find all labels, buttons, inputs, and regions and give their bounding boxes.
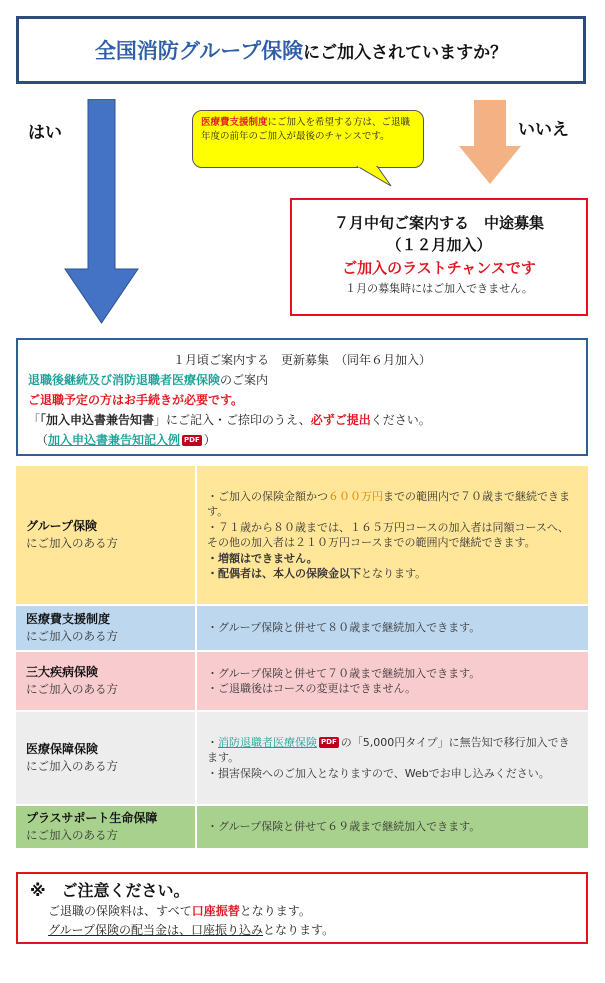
renewal-line1: １月頃ご案内する 更新募集 （同年６月加入）	[172, 353, 431, 367]
midterm-note: １月の募集時にはご加入できません。	[345, 282, 533, 295]
table-row	[16, 652, 588, 712]
plan-desc-cell: ・グループ保険と併せて８０歳まで継続加入できます。	[196, 606, 588, 650]
title-banner	[16, 16, 586, 84]
renewal-line2	[28, 370, 576, 390]
title-question: にご加入されていますか？	[303, 42, 508, 63]
notice-box	[16, 872, 588, 944]
notice-line2: グループ保険の配当金は、口座振り込みとなります。	[48, 923, 335, 937]
plan-name: グループ保険	[26, 519, 98, 533]
plan-desc-cell: ・消防退職者医療保険 PDF の「5,000円タイプ」に無告知で移行加入できます。 ・損害保険へのご加入となりますので、Webでお申し込みください。	[196, 712, 588, 804]
plan-table	[16, 466, 588, 850]
pdf-icon[interactable]: PDF	[184, 436, 200, 444]
table-row	[16, 606, 588, 652]
no-arrow-icon	[458, 100, 522, 185]
midterm-line1: ７月中旬ご案内する 中途募集	[333, 214, 544, 232]
renewal-form-name: 「「加入申込書兼告知書	[28, 413, 155, 427]
bubble-text: にご加入を希望する方は、ご退職年度の前年のご加入が最後のチャンスです。	[201, 117, 411, 142]
renewal-required-notice: ご退職予定の方はお手続きが必要です。	[28, 393, 244, 407]
account-transfer-highlight: 口座振替	[191, 904, 240, 918]
table-row	[16, 712, 588, 806]
plan-name-cell: 医療保障保険 にご加入のある方	[16, 712, 196, 804]
pdf-icon[interactable]: PDF	[321, 738, 337, 747]
table-row	[16, 466, 588, 606]
renewal-line4-mid: 」にご記入・ご捺印のうえ、	[154, 413, 311, 427]
no-label: いいえ	[518, 120, 569, 140]
renewal-line4	[28, 410, 576, 430]
renewal-recruitment-box	[16, 338, 588, 456]
renewal-must-submit: 必ずご提出	[310, 413, 371, 427]
yes-label: はい	[28, 123, 62, 143]
title-strong: 全国消防グループ保険	[94, 39, 304, 63]
form-example-link[interactable]: 加入申込書兼告知記入例	[48, 433, 181, 447]
notice-title: ※ ご注意ください。	[30, 881, 190, 900]
renewal-line4-end: ください。	[370, 413, 431, 427]
speech-bubble-tail-icon	[355, 166, 395, 188]
midterm-line2: （１２月加入）	[386, 236, 492, 254]
renewal-teal-text: 退職後継続及び消防退職者医療保険	[28, 373, 221, 387]
midterm-recruitment-box	[290, 198, 588, 316]
table-row	[16, 806, 588, 850]
plan-desc-cell: ・グループ保険と併せて７０歳まで継続加入できます。 ・ご退職後はコースの変更はできません。	[196, 652, 588, 710]
plan-name-cell: 医療費支援制度 にご加入のある方	[16, 606, 196, 650]
plan-name-cell: 三大疾病保険 にご加入のある方	[16, 652, 196, 710]
midterm-last-chance: ご加入のラストチャンスです	[342, 259, 536, 277]
retiree-medical-insurance-link[interactable]: 消防退職者医療保険	[218, 735, 317, 749]
speech-bubble	[192, 110, 424, 168]
amount-highlight: ６００万円	[328, 489, 383, 503]
bubble-highlight: 医療費支援制度	[201, 117, 268, 128]
renewal-line5: （加入申込書兼告知記入例 PDF ）	[36, 433, 216, 447]
plan-name-cell: プラスサポート生命保障 にご加入のある方	[16, 806, 196, 848]
renewal-line2-rest: のご案内	[220, 373, 269, 387]
plan-desc-cell: ・ご加入の保険金額かつ６００万円までの範囲内で７０歳まで継続できます。 ・７１歳から８０歳までは、１６５万円コースの加入者は同額コースへ、その他の加入者は２１０万円コースまでの範囲内で継続できます。 ・増額はできません。 ・配偶者は、本人の保険金以下となります。	[196, 466, 588, 604]
plan-name-cell	[16, 466, 196, 604]
notice-line1: ご退職の保険料は、すべて口座振替となります。	[48, 904, 311, 918]
plan-sub: にご加入のある方	[26, 536, 118, 550]
plan-desc-cell: ・グループ保険と併せて６９歳まで継続加入できます。	[196, 806, 588, 848]
yes-arrow-icon	[64, 99, 139, 325]
